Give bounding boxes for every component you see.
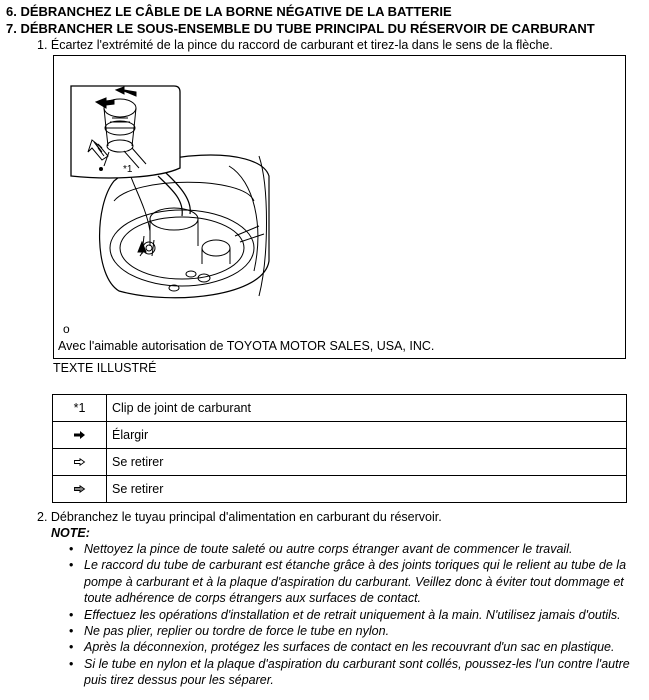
legend-label: Clip de joint de carburant — [107, 395, 627, 422]
note-item: • Le raccord du tube de carburant est étanche grâce à des joints toriques qui le relient au tube de la pompe à carburant et à la plaque d'aspiration du carburant. Veillez donc à éviter tout dommage et toute adhérence de corps étrangers aux surfaces de contact. — [67, 557, 637, 606]
legend-label: Se retirer — [107, 476, 627, 503]
note-item: • Ne pas plier, replier ou tordre de force le tube en nylon. — [67, 623, 637, 639]
callout-clip-label: *1 — [123, 164, 133, 175]
fuel-pump-illustration — [54, 56, 625, 358]
step-7-heading: 7. DÉBRANCHER LE SOUS-ENSEMBLE DU TUBE PRINCIPAL DU RÉSERVOIR DE CARBURANT — [6, 21, 595, 36]
hatched-arrow-icon — [74, 485, 86, 493]
figure-code: o — [63, 322, 70, 336]
note-title: NOTE: — [51, 526, 90, 540]
legend-symbol: *1 — [53, 395, 107, 422]
note-item: • Si le tube en nylon et la plaque d'aspiration du carburant sont collés, poussez-les l'un contre l'autre puis tirez dessus pour les séparer. — [67, 656, 637, 689]
substep-1: 1. Écartez l'extrémité de la pince du raccord de carburant et tirez-la dans le sens de la flèche. — [37, 38, 553, 52]
note-item: • Nettoyez la pince de toute saleté ou autre corps étranger avant de commencer le travail. — [67, 541, 637, 557]
illustration-legend-table — [52, 394, 627, 503]
figure-caption: TEXTE ILLUSTRÉ — [53, 361, 157, 375]
legend-label: Se retirer — [107, 449, 627, 476]
legend-row — [53, 395, 627, 422]
solid-arrow-icon — [74, 431, 86, 439]
note-list — [67, 541, 637, 689]
outline-arrow-icon — [74, 458, 86, 466]
note-item: • Après la déconnexion, protégez les surfaces de contact en les recouvrant d'un sac en plastique. — [67, 639, 637, 655]
figure-credit: Avec l'aimable autorisation de TOYOTA MOTOR SALES, USA, INC. — [58, 339, 435, 353]
note-item: • Effectuez les opérations d'installation et de retrait uniquement à la main. N'utilisez jamais d'outils. — [67, 607, 637, 623]
illustration-frame — [53, 55, 626, 359]
step-6-heading: 6. DÉBRANCHEZ LE CÂBLE DE LA BORNE NÉGATIVE DE LA BATTERIE — [6, 4, 452, 19]
legend-row — [53, 422, 627, 449]
legend-row — [53, 476, 627, 503]
substep-2: 2. Débranchez le tuyau principal d'alimentation en carburant du réservoir. — [37, 510, 442, 524]
legend-row — [53, 449, 627, 476]
legend-label: Élargir — [107, 422, 627, 449]
